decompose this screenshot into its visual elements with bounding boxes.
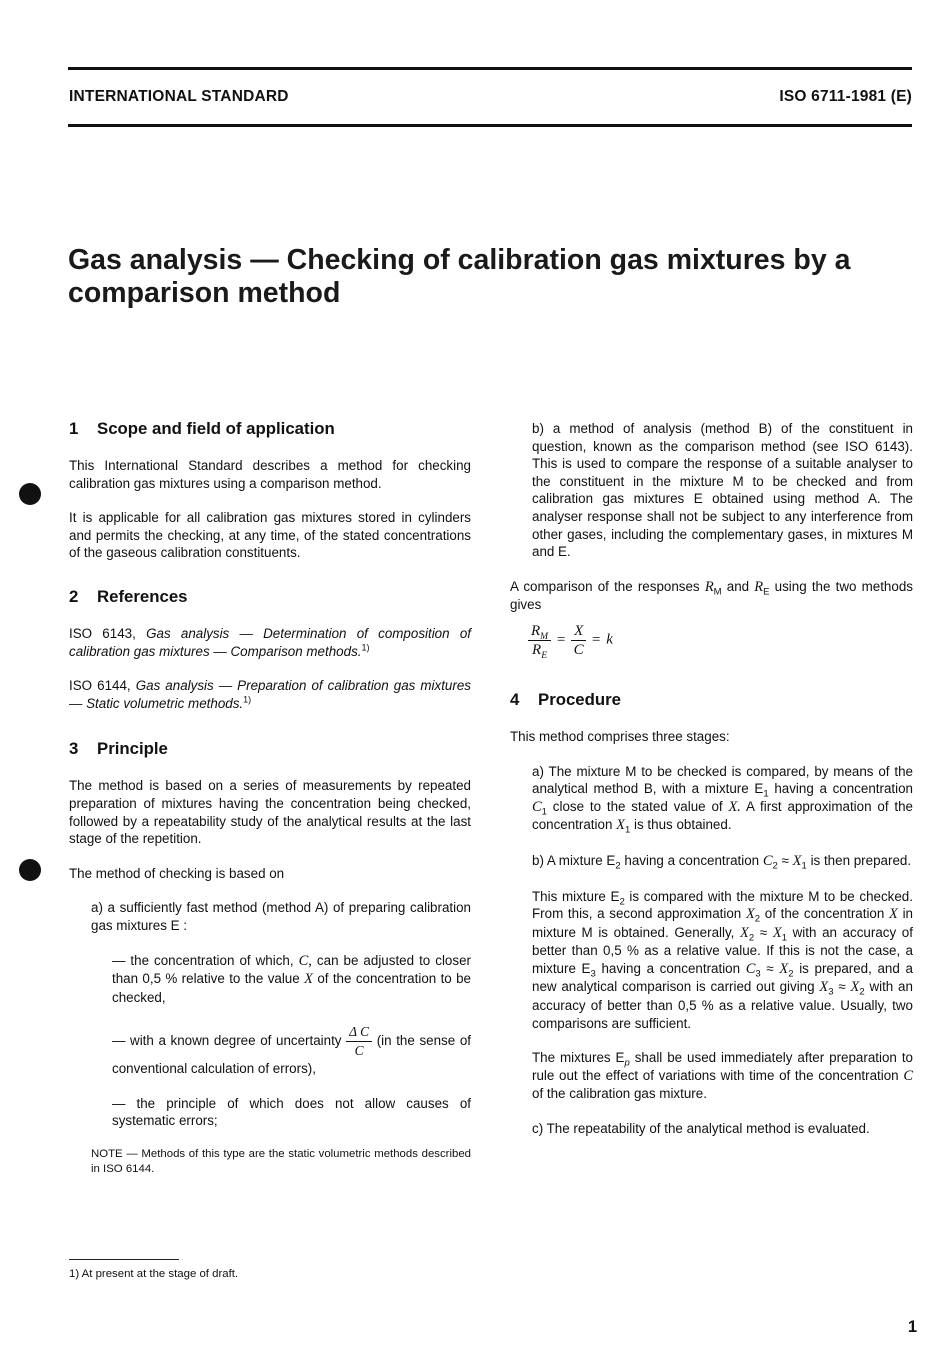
procedure-item-c: c) The repeatability of the analytical method is evaluated.: [532, 1121, 870, 1137]
reference-item: ISO 6143, Gas analysis — Determination of composition of calibration gas mixtures — Comparison methods.$^{1)}$: [69, 625, 471, 659]
reference-item: ISO 6144, Gas analysis — Preparation of calibration gas mixtures — Static volumetric methods.$^{1)}$: [69, 678, 471, 711]
header-bottom-rule: [68, 124, 912, 127]
section-3-paragraph: The method of checking is based on: [69, 865, 285, 881]
procedure-item-a: a) The mixture M to be checked is compared, by means of the analytical method B, with a mixture $E_1$ having a concentration $C_1$ close to the stated value of X. A first approximation of the concentration $X_1$ is thus obtained.: [532, 763, 913, 836]
section-4-paragraph: This method comprises three stages:: [510, 728, 730, 744]
page-number: 1: [907, 1318, 917, 1336]
page-title: Gas analysis — Checking of calibration gas mixtures by a comparison method: [68, 244, 851, 309]
left-column: [69, 418, 471, 1194]
margin-bullet-icon: [19, 483, 41, 505]
right-column: [510, 420, 913, 1155]
footnote: 1) At present at the stage of draft.: [69, 1268, 239, 1280]
list-item-a: a) a sufficiently fast method (method A) of preparing calibration gas mixtures E :: [91, 900, 471, 933]
list-item-b: b) a method of analysis (method B) of the constituent in question, known as the comparison method (see ISO 6143). This is used to compare the response of a suitable analyser to the constituent in the mixture M to be checked and from calibration gas mixtures E obtained using method A. The analyser response shall not be subject to any interference from other gases, including the complementary gases, in mixtures M and E.: [532, 421, 913, 560]
procedure-paragraph: This mixture $E_2$ is compared with the mixture M to be checked. From this, a second approximation $X_2$ of the concentration X in mixture M is obtained. Generally, $X_2 \approx X_1$ with an accuracy of better than 0,5 % as a relative value. If this is not the case, a mixture $E_3$ having a concentration $C_3 \approx X_2$ is prepared, and a new analytical comparison is carried out giving $X_3 \approx X_2$ with an accuracy of better than 0,5 % as a relative value. Usually, two comparisons are sufficient.: [532, 888, 913, 1031]
ratio-formula: $\frac{R_M}{R_E}$ = $\frac{X}{C}$ = k: [528, 622, 913, 659]
section-1-heading: 1 Scope and field of application: [69, 419, 335, 438]
margin-bullet-icon: [19, 859, 41, 881]
procedure-paragraph: The mixtures $E_p$ shall be used immediately after preparation to rule out the effect of variations with time of the concentration C of the calibration gas mixture.: [532, 1050, 913, 1102]
procedure-item-b: b) A mixture $E_2$ having a concentration $C_2 \approx X_1$ is then prepared.: [532, 852, 912, 872]
header-standard-number: ISO 6711-1981 (E): [779, 88, 912, 105]
header-top-rule: [68, 67, 912, 70]
footnote-rule: [69, 1259, 179, 1260]
dash-item: — the concentration of which, C, can be adjusted to closer than 0,5 % relative to the value X of the concentration to be checked,: [112, 952, 471, 1005]
section-2-heading: 2 References: [69, 586, 188, 606]
note: NOTE — Methods of this type are the static volumetric methods described in ISO 6144.: [91, 1148, 471, 1176]
uncertainty-fraction: $\frac{\text{Δ C}}{C}$: [346, 1023, 372, 1060]
header-standard-label: INTERNATIONAL STANDARD: [69, 88, 289, 105]
dash-item: — the principle of which does not allow causes of systematic errors;: [112, 1095, 471, 1129]
section-3-paragraph: The method is based on a series of measurements by repeated preparation of mixtures having the concentration being checked, followed by a repeatability study of the analytical results at the last stage of the repetition.: [69, 778, 471, 847]
dash-item: — with a known degree of uncertainty $\frac{\text{Δ C}}{C}$ (in the sense of conventional calculation of errors),: [112, 1024, 471, 1077]
section-1-paragraph: This International Standard describes a method for checking calibration gas mixtures using a comparison method.: [69, 458, 471, 491]
section-3-heading: 3 Principle: [69, 739, 168, 759]
comparison-paragraph: A comparison of the responses $R_M$ and $R_E$ using the two methods gives: [510, 578, 913, 613]
section-4-heading: 4 Procedure: [510, 689, 622, 709]
section-1-paragraph: It is applicable for all calibration gas mixtures stored in cylinders and permits the checking, at any time, of the stated concentrations of the gaseous calibration constituents.: [69, 510, 471, 561]
